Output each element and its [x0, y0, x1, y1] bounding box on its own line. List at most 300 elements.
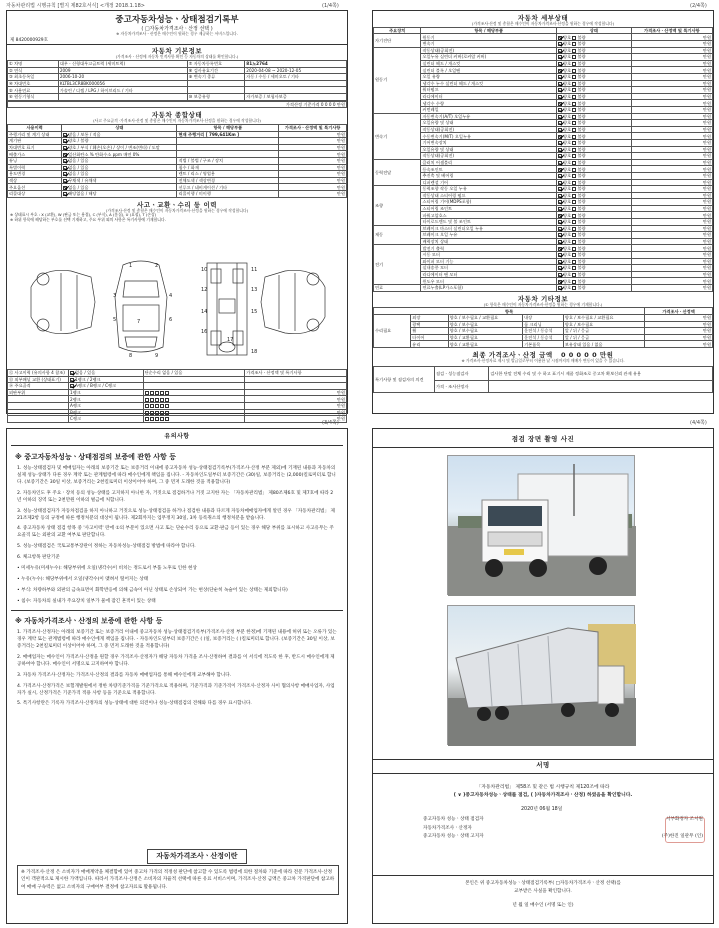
checkbox[interactable]	[150, 411, 154, 415]
basic-key: ⑥ 원동기형식	[8, 93, 59, 100]
checkbox[interactable]	[572, 168, 576, 172]
form-reference: 자동차관리법 시행규칙 [별지 제82호서식] <개정 2018.1.18>	[6, 3, 145, 9]
checkbox[interactable]	[558, 49, 562, 53]
detail-item: 디퍼렌셜 기어	[421, 179, 557, 186]
notes-section-2: ※ 자동차가격조사ㆍ산정의 보증에 관한 사항 등	[15, 616, 163, 625]
checkbox[interactable]	[572, 141, 576, 145]
state-good: 양호	[563, 87, 572, 93]
final-title: 최종 가격조사ㆍ산정 금액	[472, 351, 553, 360]
checkbox[interactable]	[558, 253, 562, 257]
state-bad: 불량	[577, 113, 586, 119]
basic-value-2	[245, 80, 347, 87]
checkbox[interactable]	[558, 141, 562, 145]
state-good: 양호	[563, 258, 572, 264]
checkbox[interactable]	[572, 95, 576, 99]
state-good: 양호	[563, 186, 572, 192]
detail-amount: 만원	[631, 67, 712, 74]
detail-amount: 만원	[631, 153, 712, 160]
detail-state	[557, 258, 632, 265]
checkbox[interactable]	[165, 398, 169, 402]
checkbox[interactable]	[572, 240, 576, 244]
state-good: 양호	[563, 93, 572, 99]
checkbox[interactable]	[572, 273, 576, 277]
checkbox[interactable]	[572, 200, 576, 204]
checkbox[interactable]	[572, 62, 576, 66]
checkbox[interactable]	[572, 227, 576, 231]
state-good: 양호	[563, 113, 572, 119]
checkbox[interactable]	[155, 398, 159, 402]
checkbox[interactable]	[572, 36, 576, 40]
checkbox[interactable]	[572, 247, 576, 251]
detail-row	[374, 258, 713, 265]
detail-row	[374, 271, 713, 278]
state-good: 양호	[563, 206, 572, 212]
record-no-label: 제	[10, 37, 15, 43]
detail-amount: 만원	[631, 34, 712, 41]
checkbox[interactable]	[572, 266, 576, 270]
other-row	[374, 334, 713, 341]
accident-key: ⑫ 사고이력 (유의사항 4 참조)	[8, 370, 69, 377]
overall-amount: 만원	[279, 164, 347, 171]
car-right-view	[261, 270, 325, 333]
detail-amount: 만원	[631, 212, 712, 219]
rank-row	[8, 402, 347, 409]
checkbox[interactable]	[63, 166, 67, 170]
detail-item: 배력장치 상태	[421, 238, 557, 245]
box-text: ※ 가격조사·산정 은 소비자가 매매계약을 체결함에 있어 중고차 가격의 적정성 판단에 참고할 수 있도록 법령에 의한 절차와 기준에 따라 전문 가격조사·산정인이 객관적으로 제시한 가액입니다. 따라서 가격조사·산정은 소비자의 자율적 선택에 따른 유료 서비스이며, 가격조사·산정 금액은 중고차 가격판단에 참고하여 매매 구속력은 없고 소비자의 구매여부 결정에 참고자료로 활용됩니다.	[17, 865, 339, 895]
other-row	[374, 315, 713, 322]
checkbox[interactable]	[572, 148, 576, 152]
state-bad: 불량	[577, 186, 586, 192]
sign-row	[423, 817, 703, 823]
frame-number: 18	[251, 349, 258, 355]
checkbox[interactable]	[572, 181, 576, 185]
checkbox[interactable]	[155, 417, 159, 421]
detail-state	[557, 212, 632, 219]
checkbox[interactable]	[558, 168, 562, 172]
other-key-2: 룸 크리닝	[523, 321, 564, 328]
checkbox[interactable]	[572, 135, 576, 139]
note-item: • 미세누유(미세누수): 해당부위에 오일(냉각수)이 비치는 정도로서 부품 노후로 인한 현상	[17, 566, 197, 572]
page-3	[6, 428, 348, 924]
checkbox[interactable]	[558, 36, 562, 40]
detail-note: (가격조사·산정 및 총합은 매수인이 자동차가격조사·산정을 원하는 경우에 작성합니다)	[471, 21, 615, 27]
car-left-view	[31, 270, 95, 333]
overall-state	[62, 171, 177, 178]
checkbox[interactable]	[558, 62, 562, 66]
checkbox[interactable]	[572, 128, 576, 132]
note-item: • 침수: 자동차의 실내가 주요장치 일부가 물에 잠긴 흔적이 있는 상태	[17, 598, 156, 604]
checkbox[interactable]	[572, 55, 576, 59]
detail-item: 수동변속기(M/T) 오일누유	[421, 133, 557, 140]
checkbox[interactable]	[572, 174, 576, 178]
detail-row	[374, 60, 713, 67]
inspector-text: 검사한 단말 전체 수리 및 수 하고 표기시 제품 정화조로 중고차 확보신뢰 관제 유용	[489, 366, 713, 380]
overall-header-cell: 상태	[62, 124, 177, 131]
overall-state-text: 무채색 / 유채색	[68, 177, 97, 183]
checkbox[interactable]	[558, 69, 562, 73]
overall-item: 전체도색 / 색상변경	[177, 177, 279, 184]
state-bad: 불량	[577, 120, 586, 126]
overall-state-text: 없음 / 있음	[68, 171, 89, 177]
overall-key: 용도변경	[8, 171, 62, 178]
state-bad: 불량	[577, 146, 586, 152]
state-bad: 불량	[577, 232, 586, 238]
sign-name[interactable]: (주)한진 일관무 (인)	[661, 834, 703, 840]
basic-key: ② 연식	[8, 67, 59, 74]
overall-state	[62, 131, 177, 138]
sign-name[interactable]: 서부화정자 조서원	[666, 817, 703, 822]
state-good: 양호	[563, 192, 572, 198]
accident-eval	[245, 383, 347, 390]
detail-state	[557, 238, 632, 245]
overall-key: 주행거리 및 계기 상태	[8, 131, 62, 138]
basic-value: KLTBL3CR8BK000056	[58, 80, 187, 87]
checkbox[interactable]	[558, 233, 562, 237]
checkbox[interactable]	[145, 404, 149, 408]
checkbox[interactable]	[572, 42, 576, 46]
checkbox[interactable]	[572, 88, 576, 92]
detail-item: 오일 유량	[421, 74, 557, 81]
rank-parts	[143, 409, 245, 416]
checkbox[interactable]	[70, 378, 74, 382]
checkbox[interactable]	[63, 133, 67, 137]
other-value: 양호 / 교환필요	[448, 334, 523, 341]
detail-amount: 만원	[631, 205, 712, 212]
detail-item: 오일누유 실린더 커버(로커암 커버)	[421, 54, 557, 61]
detail-amount: 만원	[631, 159, 712, 166]
checkbox[interactable]	[572, 108, 576, 112]
detail-item: 브레이크 오일 누유	[421, 232, 557, 239]
overall-key: 색상	[8, 177, 62, 184]
state-good: 양호	[563, 199, 572, 205]
receipt-sign[interactable]: 년 월 일 매수인 (서명 또는 인)	[512, 903, 574, 908]
detail-amount: 만원	[631, 225, 712, 232]
checkbox[interactable]	[572, 214, 576, 218]
detail-row	[374, 41, 713, 48]
checkbox[interactable]	[150, 391, 154, 395]
detail-amount: 만원	[631, 106, 712, 113]
checkbox[interactable]	[558, 214, 562, 218]
frame-number: 6	[169, 317, 173, 323]
state-bad: 불량	[577, 206, 586, 212]
basic-value: 가솔린 / 디젤 / LPG / 하이브리드 / 기타	[58, 87, 187, 94]
rank-parts	[143, 396, 245, 403]
checkbox[interactable]	[572, 207, 576, 211]
checkbox[interactable]	[558, 161, 562, 165]
checkbox[interactable]	[558, 55, 562, 59]
other-table	[373, 307, 713, 348]
rank-group	[8, 402, 69, 409]
basic-info-table	[7, 60, 347, 101]
checkbox[interactable]	[572, 260, 576, 264]
accident-row	[8, 370, 347, 377]
detail-row	[374, 47, 713, 54]
state-good: 양호	[563, 61, 572, 66]
checkbox[interactable]	[558, 128, 562, 132]
checkbox[interactable]	[558, 280, 562, 284]
detail-row	[374, 126, 713, 133]
checkbox[interactable]	[558, 154, 562, 158]
checkbox[interactable]	[558, 181, 562, 185]
final-amount: 0 0 0 0 0 만원	[560, 351, 614, 360]
detail-item: 오일유량 및 상태	[421, 120, 557, 127]
detail-amount: 만원	[631, 285, 712, 292]
checkbox[interactable]	[70, 384, 74, 388]
checkbox[interactable]	[572, 102, 576, 106]
page-mark-3: (3/4쪽)	[322, 420, 339, 426]
checkbox[interactable]	[558, 286, 562, 290]
checkbox[interactable]	[558, 273, 562, 277]
checkbox[interactable]	[572, 121, 576, 125]
overall-row	[8, 164, 347, 171]
note-item: 2. 자동차인도 후 주요ㆍ장치 등의 성능·상태를 고지하지 아니한 자, 거짓으로 점검하거나 거짓 고지한 자는 「자동차관리법」 제80조제6호 및 제7호에 따라 2년 이하의 징역 또는 2천만원 이하의 벌금에 처합니다.	[17, 490, 334, 503]
state-good: 양호	[563, 133, 572, 139]
overall-title: 자동차 종합상태	[151, 111, 203, 120]
state-bad: 불량	[577, 153, 586, 159]
detail-amount: 만원	[631, 258, 712, 265]
detail-row	[374, 139, 713, 146]
detail-state	[557, 186, 632, 193]
checkbox[interactable]	[63, 179, 67, 183]
overall-item	[177, 138, 279, 145]
detail-group: 전기	[374, 245, 421, 285]
sign-label: 중고자동차 성능ㆍ상태 고지자	[423, 834, 484, 840]
checkbox[interactable]	[70, 371, 74, 375]
checkbox[interactable]	[558, 121, 562, 125]
state-good: 양호	[563, 74, 572, 80]
special-table	[373, 366, 713, 393]
checkbox[interactable]	[572, 154, 576, 158]
checkbox[interactable]	[572, 286, 576, 290]
checkbox[interactable]	[155, 404, 159, 408]
basic-key-2	[187, 80, 245, 87]
detail-item: 변속기	[421, 41, 557, 48]
checkbox[interactable]	[558, 260, 562, 264]
detail-row	[374, 278, 713, 285]
checkbox[interactable]	[558, 200, 562, 204]
detail-title: 자동차 세부상태	[517, 14, 569, 22]
detail-amount: 만원	[631, 93, 712, 100]
detail-amount: 만원	[631, 252, 712, 259]
state-bad: 불량	[577, 133, 586, 139]
checkbox[interactable]	[558, 247, 562, 251]
checkbox[interactable]	[155, 391, 159, 395]
detail-row	[374, 80, 713, 87]
detail-item: 자동변속기(A/T) 오일누유	[421, 113, 557, 120]
checkbox[interactable]	[572, 187, 576, 191]
checkbox[interactable]	[150, 404, 154, 408]
checkbox[interactable]	[558, 174, 562, 178]
checkbox[interactable]	[558, 227, 562, 231]
detail-row	[374, 146, 713, 153]
checkbox[interactable]	[558, 220, 562, 224]
other-key: 휠	[411, 328, 448, 335]
checkbox[interactable]	[558, 135, 562, 139]
other-key-2: 내장	[523, 315, 564, 322]
checkbox[interactable]	[572, 194, 576, 198]
checkbox[interactable]	[160, 411, 164, 415]
detail-item: 작동상태(공회전)	[421, 153, 557, 160]
checkbox[interactable]	[160, 398, 164, 402]
checkbox[interactable]	[558, 102, 562, 106]
state-good: 양호	[563, 219, 572, 225]
frame-number: 4	[169, 293, 173, 299]
checkbox[interactable]	[145, 391, 149, 395]
checkbox[interactable]	[63, 192, 67, 196]
detail-item: 브레이크 마스터 실린더오일 누유	[421, 225, 557, 232]
checkbox[interactable]	[572, 161, 576, 165]
detail-row	[374, 285, 713, 292]
rank-parts	[143, 389, 245, 396]
checkbox[interactable]	[63, 146, 67, 150]
checkbox[interactable]	[558, 82, 562, 86]
checkbox[interactable]	[558, 95, 562, 99]
accident-eval	[245, 376, 347, 383]
checkbox[interactable]	[165, 391, 169, 395]
state-bad: 불량	[577, 219, 586, 225]
checkbox[interactable]	[150, 398, 154, 402]
page-mark-2: (2/4쪽)	[690, 3, 707, 9]
checkbox[interactable]	[558, 187, 562, 191]
checkbox[interactable]	[155, 411, 159, 415]
checkbox[interactable]	[558, 108, 562, 112]
law-text-2: ( ∨ )중고자동차성능ㆍ상태를 점검, ( )자동차가격조사ㆍ산정) 하였음을 확인합니다.	[453, 793, 633, 798]
state-bad: 불량	[577, 41, 586, 47]
detail-state	[557, 87, 632, 94]
checkbox[interactable]	[63, 139, 67, 143]
overall-row	[8, 177, 347, 184]
checkbox[interactable]	[165, 411, 169, 415]
detail-item: 냉각수 수량	[421, 100, 557, 107]
checkbox[interactable]	[572, 75, 576, 79]
checkbox[interactable]	[572, 82, 576, 86]
checkbox[interactable]	[558, 88, 562, 92]
checkbox[interactable]	[572, 49, 576, 53]
accident-detail: 단순수리 없음 / 있음	[143, 370, 245, 377]
checkbox[interactable]	[165, 417, 169, 421]
overall-header-cell: 사용이력	[8, 124, 62, 131]
basic-key: ③ 최초등록일	[8, 74, 59, 81]
other-value-2: 앞 / 뒤 / 응급	[563, 334, 644, 341]
detail-state	[557, 126, 632, 133]
detail-amount: 만원	[631, 87, 712, 94]
checkbox[interactable]	[558, 266, 562, 270]
frame-number: 17	[227, 337, 234, 343]
checkbox[interactable]	[558, 115, 562, 119]
checkbox[interactable]	[145, 411, 149, 415]
detail-row	[374, 245, 713, 252]
detail-amount: 만원	[631, 265, 712, 272]
checkbox[interactable]	[160, 391, 164, 395]
detail-row	[374, 113, 713, 120]
overall-header-cell: 항목 / 해당부품	[177, 124, 279, 131]
seal-stamp	[665, 817, 705, 843]
checkbox[interactable]	[165, 404, 169, 408]
checkbox[interactable]	[145, 417, 149, 421]
state-good: 양호	[563, 54, 572, 60]
detail-amount: 만원	[631, 192, 712, 199]
overall-item	[177, 151, 279, 158]
checkbox[interactable]	[558, 207, 562, 211]
checkbox[interactable]	[160, 417, 164, 421]
overall-state-text: 없음 / 있음	[68, 158, 89, 164]
state-good: 양호	[563, 47, 572, 53]
basic-value-2: 자가보증 / 보험사보증	[245, 93, 347, 100]
checkbox[interactable]	[572, 233, 576, 237]
rank-parts	[143, 416, 245, 423]
overall-item: 침수 / 화재	[177, 164, 279, 171]
checkbox[interactable]	[558, 194, 562, 198]
detail-row	[374, 186, 713, 193]
checkbox[interactable]	[572, 69, 576, 73]
other-key: 타이어	[411, 334, 448, 341]
frame-number: 16	[201, 329, 208, 335]
checkbox[interactable]	[558, 75, 562, 79]
checkbox[interactable]	[145, 398, 149, 402]
checkbox[interactable]	[63, 172, 67, 176]
detail-row	[374, 100, 713, 107]
state-bad: 불량	[577, 140, 586, 146]
detail-group: 연료	[374, 285, 421, 292]
page-1	[6, 10, 348, 422]
state-good: 양호	[563, 166, 572, 172]
state-bad: 불량	[577, 285, 586, 291]
accident-state	[69, 383, 144, 390]
detail-item: 기어변속장치	[421, 139, 557, 146]
detail-item: 와이퍼 모터 기능	[421, 258, 557, 265]
overall-state	[62, 177, 177, 184]
detail-row	[374, 54, 713, 61]
checkbox[interactable]	[160, 404, 164, 408]
state-bad: 불량	[577, 67, 586, 73]
state-bad: 불량	[577, 93, 586, 99]
checkbox[interactable]	[63, 159, 67, 163]
checkbox[interactable]	[63, 186, 67, 190]
basic-value-2: 자동 / 수동 / 세미오토 / 기타	[245, 74, 347, 81]
detail-row	[374, 219, 713, 226]
box-title: 자동차가격조사ㆍ산정이란	[156, 852, 238, 860]
note-item: 1. 성능·상태점검자 및 매매업자는 아래의 보증기간 또는 보증거리 이내에 중고자동차 성능·상태점검기록부(가격조사·산정 부분 제외)에 기재된 내용과 자동차의 실제 성능·상태가 다른 경우 계약 또는 관계법령에 따라 매수인에게 책임을 집니다. - 자동차인도일부터 보증기간은 (30)일, 보증거리는 (2,000)킬로미터로 합니다. (보증기간은 30일 이상, 보증거리는 2천킬로미터 이상이어야 하며, 그 중 먼저 도래한 것을 적용합니다)	[17, 466, 336, 486]
top-note: ※ 자동차가격조사ㆍ산정은 매수인이 원하는 경우 제공하는 서비스입니다.	[116, 30, 238, 36]
checkbox[interactable]	[63, 153, 67, 157]
rank-row	[8, 409, 347, 416]
checkbox[interactable]	[558, 240, 562, 244]
note-item: • 부식: 차량하부와 외판의 금속표면이 화학반응에 의해 금속이 아닌 상태로 손상되어 가는 현상(단순히 녹슬어 있는 상태는 제외합니다)	[17, 587, 288, 593]
checkbox[interactable]	[558, 148, 562, 152]
checkbox[interactable]	[572, 115, 576, 119]
detail-state	[557, 120, 632, 127]
checkbox[interactable]	[572, 220, 576, 224]
note-item: 2. 매매업자는 매수인이 가격조사·산정을 원할 경우 가격조사·산정자가 해당 자동차 가격을 조사·산정하여 결과를 이 서식에 적도록 한 후, 반드시 매수인에게 제공하여야 합니다. 매수인이 서명으로 고지하여야 합니다.	[17, 655, 335, 667]
overall-row	[8, 184, 347, 191]
state-good: 양호	[563, 272, 572, 277]
accident-detail	[143, 376, 245, 383]
photo-side	[447, 605, 635, 745]
state-good: 양호	[563, 80, 572, 86]
overall-amount: 만원	[279, 190, 347, 197]
note-item: 1. 가격조사·산정자는 아래의 보증기간 또는 보증거리 이내에 중고자동차 성능·상태점검기록부(가격조사·산정 부분 한정)에 기재된 내용에 허위 또는 오류가 있는 경우 계약 또는 관계법령에 따라 매수인에게 책임을 집니다. - 자동차인도일부터 보증기간은 ( )일, 보증거리는 ( )킬로미터로 합니다. (보증기간은 30일 이상, 보증거리는 2천킬로미터 이상이어야 하며, 그 중 먼저 도래한 것을 적용합니다)	[17, 630, 337, 650]
checkbox[interactable]	[572, 253, 576, 257]
checkbox[interactable]	[150, 417, 154, 421]
state-bad: 불량	[577, 126, 586, 132]
checkbox[interactable]	[558, 42, 562, 46]
checkbox[interactable]	[572, 280, 576, 284]
basic-row	[8, 67, 347, 74]
detail-amount: 만원	[631, 172, 712, 179]
detail-item: 실내송풍 모터	[421, 265, 557, 272]
detail-row	[374, 87, 713, 94]
